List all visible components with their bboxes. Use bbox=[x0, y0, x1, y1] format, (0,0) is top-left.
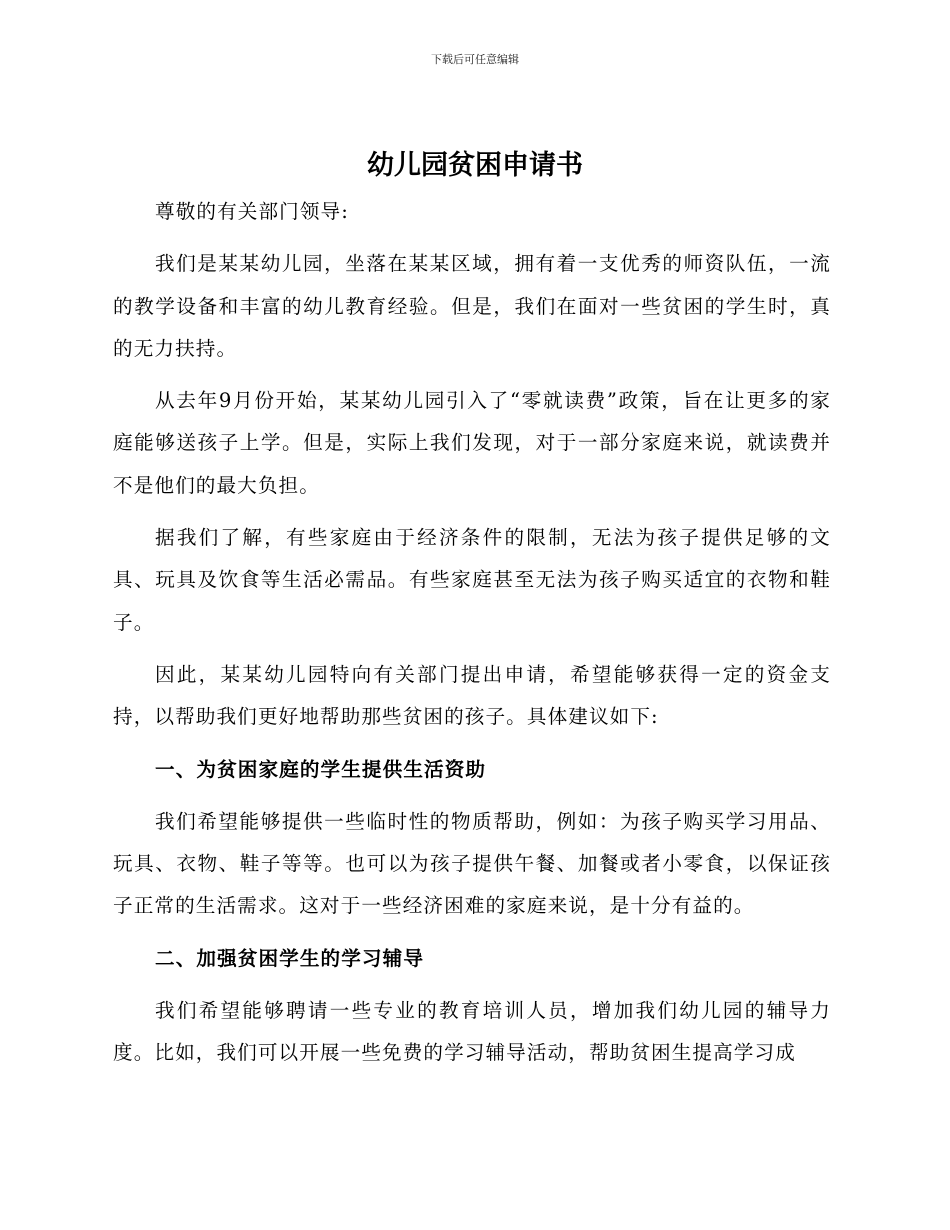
salutation: 尊敬的有关部门领导: bbox=[155, 200, 349, 223]
paragraph-policy: 从去年9月份开始，某某幼儿园引入了“零就读费”政策，旨在让更多的家庭能够送孩子上学。但是，实际上我们发现，对于一部分家庭来说，就读费并不是他们的最大负担。 bbox=[113, 389, 831, 497]
section-heading-living-aid: 一、为贫困家庭的学生提供生活资助 bbox=[155, 757, 487, 781]
section-text-tutoring: 我们希望能够聘请一些专业的教育培训人员，增加我们幼儿园的辅导力度。比如，我们可以开展一些免费的学习辅导活动，帮助贫困生提高学习成 bbox=[113, 999, 831, 1065]
section-text-living-aid: 我们希望能够提供一些临时性的物质帮助，例如：为孩子购买学习用品、玩具、衣物、鞋子等等。也可以为孩子提供午餐、加餐或者小零食，以保证孩子正常的生活需求。这对于一些经济困难的家庭来说，是十分有益的。 bbox=[113, 809, 831, 918]
document-body bbox=[113, 191, 831, 1085]
section-heading-tutoring: 二、加强贫困学生的学习辅导 bbox=[155, 946, 425, 970]
document-title: 幼儿园贫困申请书 bbox=[367, 150, 583, 181]
page-header-note: 下载后可任意编辑 bbox=[431, 53, 519, 66]
paragraph-request: 因此，某某幼儿园特向有关部门提出申请，希望能够获得一定的资金支持，以帮助我们更好地帮助那些贫困的孩子。具体建议如下: bbox=[113, 662, 831, 729]
paragraph-needs: 据我们了解，有些家庭由于经济条件的限制，无法为孩子提供足够的文具、玩具及饮食等生活必需品。有些家庭甚至无法为孩子购买适宜的衣物和鞋子。 bbox=[113, 526, 831, 634]
paragraph-intro: 我们是某某幼儿园，坐落在某某区域，拥有着一支优秀的师资队伍，一流的教学设备和丰富的幼儿教育经验。但是，我们在面对一些贫困的学生时，真的无力扶持。 bbox=[113, 252, 831, 360]
